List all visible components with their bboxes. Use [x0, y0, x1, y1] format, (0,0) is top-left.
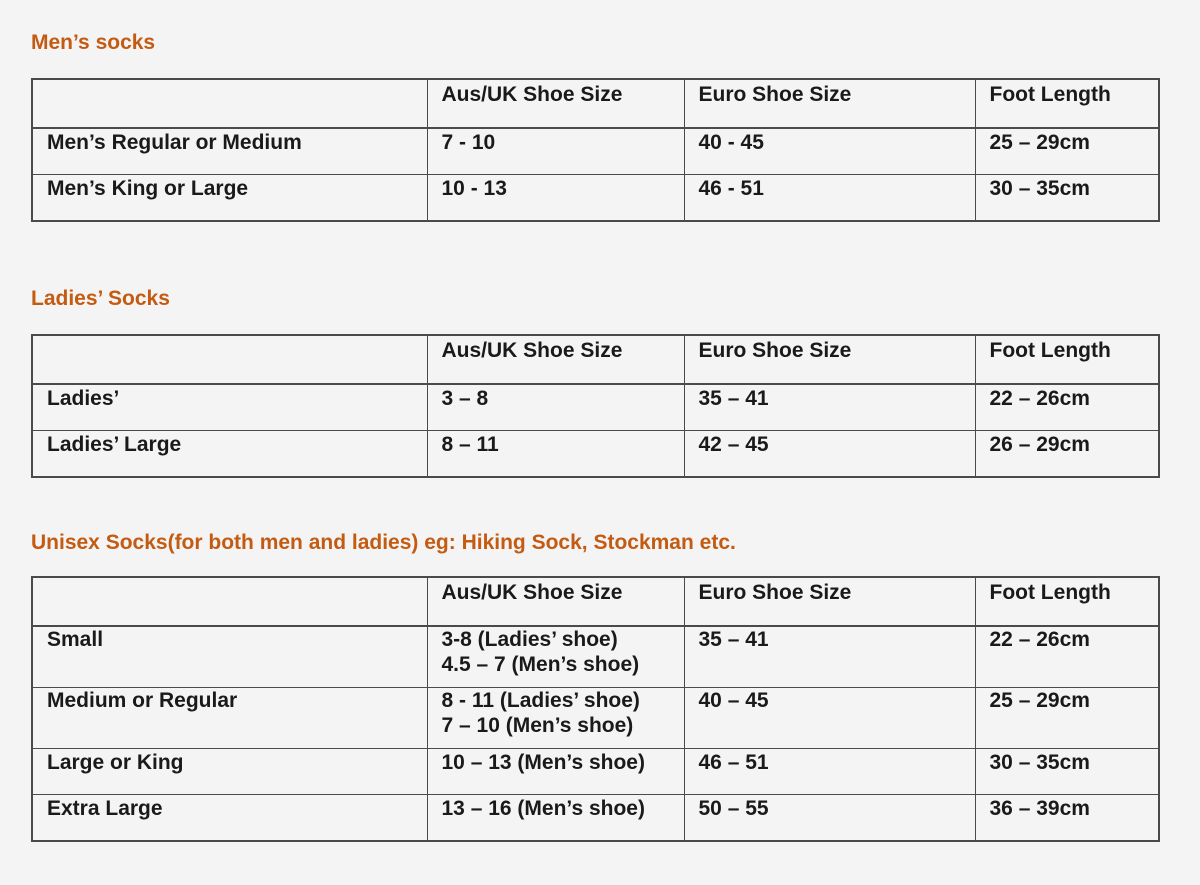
- aus-uk-value: 8 - 11 (Ladies’ shoe): [441, 689, 640, 712]
- unisex-size-table: [31, 576, 1160, 842]
- table-row: [32, 688, 1159, 749]
- row-aus-uk: [427, 431, 684, 478]
- header-aus-uk: Aus/UK Shoe Size: [427, 335, 684, 384]
- aus-uk-value: 7 – 10 (Men’s shoe): [441, 714, 634, 737]
- row-euro: 35 – 41: [684, 626, 975, 688]
- row-euro: 35 – 41: [684, 384, 975, 431]
- row-label: Ladies’: [32, 384, 427, 431]
- row-foot-length: 36 – 39cm: [975, 795, 1159, 842]
- row-aus-uk: [427, 384, 684, 431]
- row-euro: 46 – 51: [684, 749, 975, 795]
- row-label: Men’s King or Large: [32, 175, 427, 222]
- aus-uk-value: 10 – 13 (Men’s shoe): [441, 751, 645, 774]
- row-aus-uk: [427, 175, 684, 222]
- mens-socks-title: Men’s socks: [31, 31, 156, 54]
- row-foot-length: 22 – 26cm: [975, 626, 1159, 688]
- row-euro: 50 – 55: [684, 795, 975, 842]
- row-label: Large or King: [32, 749, 427, 795]
- header-foot-length: Foot Length: [975, 79, 1159, 128]
- header-aus-uk: Aus/UK Shoe Size: [427, 79, 684, 128]
- row-aus-uk: [427, 749, 684, 795]
- table-header-row: [32, 79, 1159, 128]
- row-foot-length: 22 – 26cm: [975, 384, 1159, 431]
- header-label-cell: [32, 79, 427, 128]
- aus-uk-value: 8 – 11: [441, 433, 499, 456]
- aus-uk-value: 7 - 10: [441, 131, 496, 154]
- row-label: Small: [32, 626, 427, 688]
- header-label-cell: [32, 577, 427, 626]
- row-foot-length: 30 – 35cm: [975, 749, 1159, 795]
- table-row: [32, 795, 1159, 842]
- table-row: [32, 384, 1159, 431]
- aus-uk-value: 13 – 16 (Men’s shoe): [441, 797, 645, 820]
- aus-uk-value: 3 – 8: [441, 387, 489, 410]
- row-label: Men’s Regular or Medium: [32, 128, 427, 175]
- header-euro: Euro Shoe Size: [684, 577, 975, 626]
- header-euro: Euro Shoe Size: [684, 335, 975, 384]
- aus-uk-value: 3-8 (Ladies’ shoe): [441, 628, 618, 651]
- row-foot-length: 26 – 29cm: [975, 431, 1159, 478]
- ladies-socks-title: Ladies’ Socks: [31, 287, 170, 310]
- mens-size-table: [31, 78, 1160, 222]
- table-row: [32, 175, 1159, 222]
- row-foot-length: 25 – 29cm: [975, 128, 1159, 175]
- table-row: [32, 749, 1159, 795]
- row-foot-length: 30 – 35cm: [975, 175, 1159, 222]
- row-label: Extra Large: [32, 795, 427, 842]
- row-aus-uk: [427, 688, 684, 749]
- table-row: [32, 431, 1159, 478]
- row-aus-uk: [427, 795, 684, 842]
- table-row: [32, 128, 1159, 175]
- row-euro: 40 – 45: [684, 688, 975, 749]
- table-row: [32, 626, 1159, 688]
- row-euro: 40 - 45: [684, 128, 975, 175]
- row-foot-length: 25 – 29cm: [975, 688, 1159, 749]
- row-euro: 46 - 51: [684, 175, 975, 222]
- table-header-row: [32, 577, 1159, 626]
- row-aus-uk: [427, 128, 684, 175]
- unisex-socks-title: Unisex Socks(for both men and ladies) eg: Hiking Sock, Stockman etc.: [31, 531, 736, 554]
- row-label: Medium or Regular: [32, 688, 427, 749]
- aus-uk-value: 4.5 – 7 (Men’s shoe): [441, 653, 640, 676]
- ladies-size-table: [31, 334, 1160, 478]
- header-aus-uk: Aus/UK Shoe Size: [427, 577, 684, 626]
- row-aus-uk: [427, 626, 684, 688]
- table-header-row: [32, 335, 1159, 384]
- header-euro: Euro Shoe Size: [684, 79, 975, 128]
- header-foot-length: Foot Length: [975, 335, 1159, 384]
- row-euro: 42 – 45: [684, 431, 975, 478]
- aus-uk-value: 10 - 13: [441, 177, 507, 200]
- row-label: Ladies’ Large: [32, 431, 427, 478]
- header-foot-length: Foot Length: [975, 577, 1159, 626]
- header-label-cell: [32, 335, 427, 384]
